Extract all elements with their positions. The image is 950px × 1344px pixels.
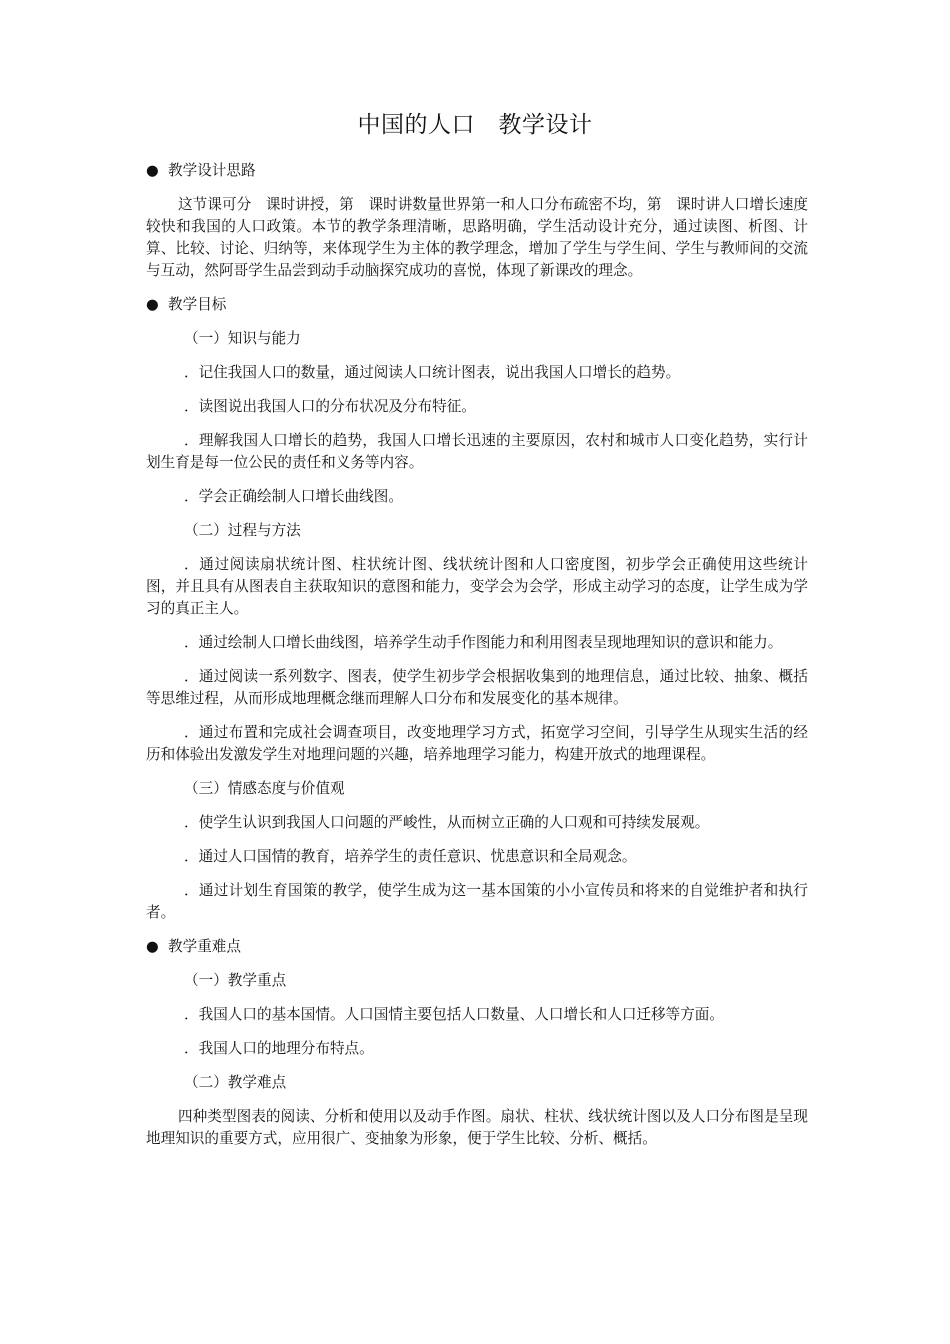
- list-item: ．通过布置和完成社会调查项目，改变地理学习方式，拓宽学习空间，引导学生从现实生活的经历和体验出发激发学生对地理问题的兴趣，培养地理学习能力，构建开放式的地理课程。: [146, 724, 808, 763]
- subheading-process: （二）过程与方法: [184, 522, 301, 539]
- list-item: ．通过绘制人口增长曲线图，培养学生动手作图能力和利用图表呈现地理知识的意识和能力。: [184, 634, 783, 651]
- bullet-icon: ●: [146, 162, 159, 179]
- subheading-knowledge: （一）知识与能力: [184, 330, 301, 347]
- section-heading-objectives: ● 教学目标: [146, 294, 808, 316]
- section-heading-design-idea: ● 教学设计思路: [146, 160, 808, 182]
- subheading-difficulty: （二）教学难点: [184, 1074, 287, 1091]
- list-item: ．我国人口的基本国情。人口国情主要包括人口数量、人口增长和人口迁移等方面。: [184, 1006, 724, 1023]
- bullet-icon: ●: [146, 938, 159, 955]
- document-body: [146, 160, 808, 1150]
- list-item: ．我国人口的地理分布特点。: [184, 1040, 374, 1057]
- list-item: ．通过计划生育国策的教学，使学生成为这一基本国策的小小宣传员和将来的自觉维护者和执行者。: [146, 882, 808, 921]
- list-item: ．使学生认识到我国人口问题的严峻性，从而树立正确的人口观和可持续发展观。: [184, 814, 710, 831]
- list-item: ．记住我国人口的数量，通过阅读人口统计图表，说出我国人口增长的趋势。: [184, 364, 681, 381]
- paragraph-design-idea: 这节课可分 课时讲授，第 课时讲数量世界第一和人口分布疏密不均，第 课时讲人口增长速度较快和我国的人口政策。本节的教学条理清晰，思路明确，学生活动设计充分，通过读图、析图、计算、比较、讨论、归纳等，来体现学生为主体的教学理念，增加了学生与学生间、学生与教师间的交流与互动，然阿哥学生品尝到动手动脑探究成功的喜悦，体现了新课改的理念。: [146, 196, 808, 279]
- list-item: ．读图说出我国人口的分布状况及分布特征。: [184, 398, 476, 415]
- list-item: ．通过阅读一系列数字、图表，使学生初步学会根据收集到的地理信息，通过比较、抽象、概括等思维过程，从而形成地理概念继而理解人口分布和发展变化的基本规律。: [146, 668, 808, 707]
- bullet-icon: ●: [146, 296, 159, 313]
- section-heading-key-points: ● 教学重难点: [146, 936, 808, 958]
- list-item: ．通过阅读扇状统计图、柱状统计图、线状统计图和人口密度图，初步学会正确使用这些统计图，并且具有从图表自主获取知识的意图和能力，变学会为会学，形成主动学习的态度，让学生成为学习的真正主人。: [146, 556, 808, 617]
- subheading-emotion: （三）情感态度与价值观: [184, 780, 345, 797]
- list-item: ．通过人口国情的教育，培养学生的责任意识、忧患意识和全局观念。: [184, 848, 637, 865]
- paragraph-difficulty: 四种类型图表的阅读、分析和使用以及动手作图。扇状、柱状、线状统计图以及人口分布图是呈现地理知识的重要方式，应用很广、变抽象为形象，便于学生比较、分析、概括。: [146, 1108, 808, 1147]
- document-title: 中国的人口 教学设计: [357, 112, 593, 138]
- subheading-key-point: （一）教学重点: [184, 972, 287, 989]
- list-item: ．理解我国人口增长的趋势，我国人口增长迅速的主要原因，农村和城市人口变化趋势，实行计划生育是每一位公民的责任和义务等内容。: [146, 432, 808, 471]
- list-item: ．学会正确绘制人口增长曲线图。: [184, 488, 403, 505]
